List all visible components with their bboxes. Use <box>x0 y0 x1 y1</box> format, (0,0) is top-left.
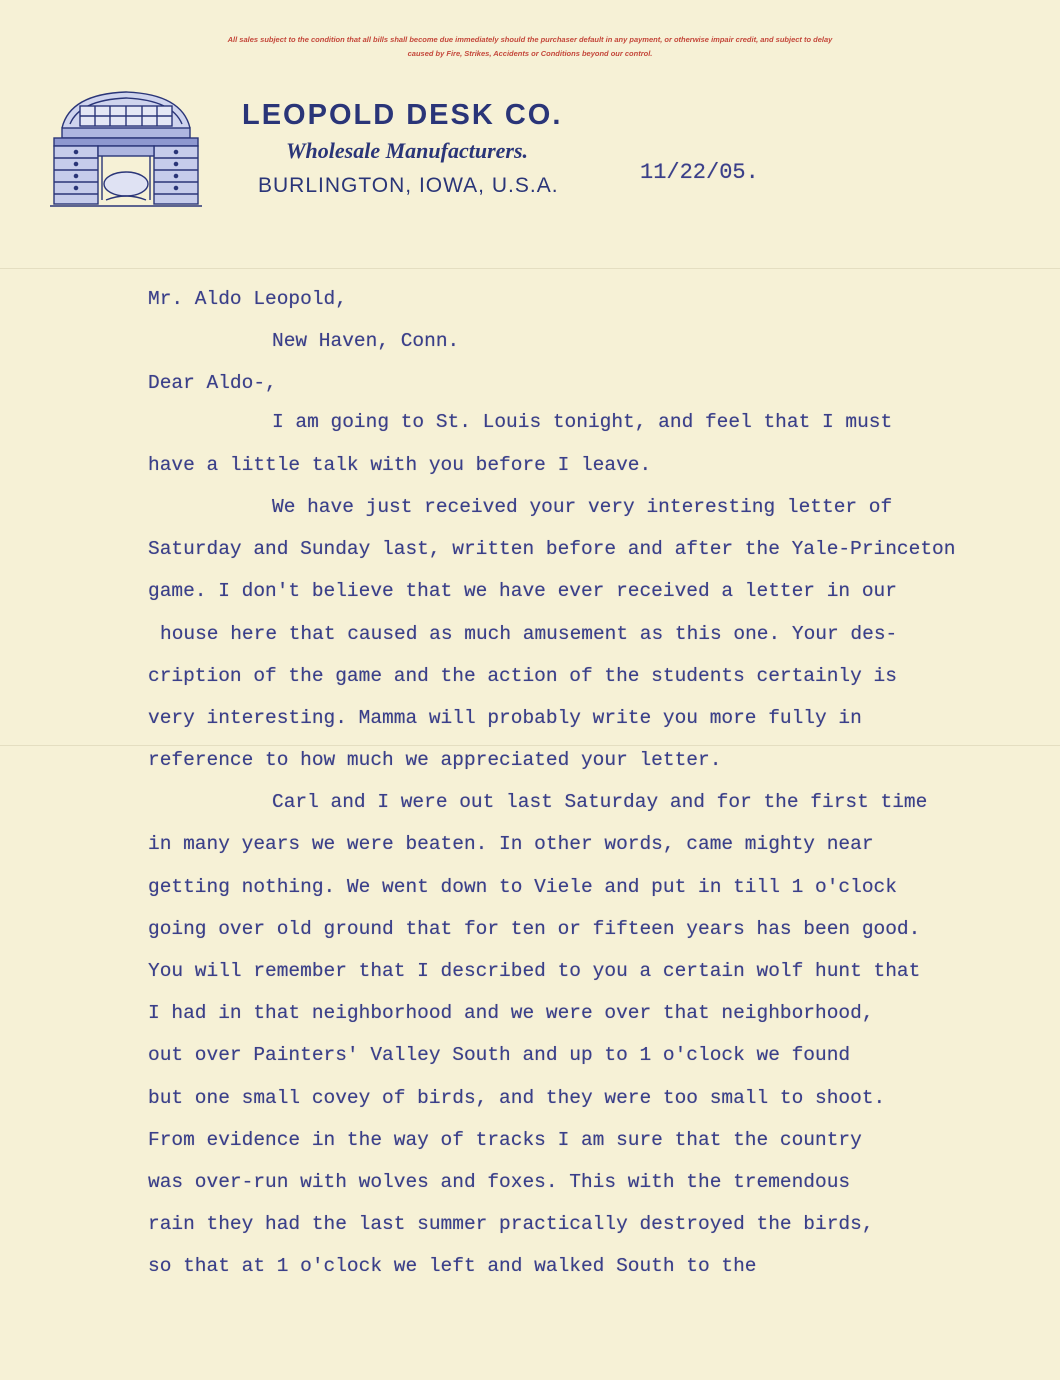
body-line: have a little talk with you before I leave. <box>148 454 652 476</box>
paper-fold <box>0 268 1060 269</box>
body-line: reference to how much we appreciated your letter. <box>148 749 722 771</box>
addressee-city: New Haven, Conn. <box>272 330 460 352</box>
body-line: in many years we were beaten. In other words, came mighty near <box>148 833 874 855</box>
body-line: so that at 1 o'clock we left and walked South to the <box>148 1255 757 1277</box>
roll-top-desk-icon <box>40 88 212 212</box>
letter-date: 11/22/05. <box>640 160 759 185</box>
body-line: rain they had the last summer practically destroyed the birds, <box>148 1213 874 1235</box>
salutation: Dear Aldo-, <box>148 372 277 394</box>
letterhead-disclaimer-line: caused by Fire, Strikes, Accidents or Conditions beyond our control. <box>407 49 653 58</box>
body-line: game. I don't believe that we have ever received a letter in our <box>148 580 897 602</box>
body-line: Saturday and Sunday last, written before and after the Yale-Princeton <box>148 538 956 560</box>
body-line: going over old ground that for ten or fifteen years has been good. <box>148 918 921 940</box>
company-subtitle: Wholesale Manufacturers. <box>286 138 529 163</box>
body-line: Carl and I were out last Saturday and for the first time <box>272 791 928 813</box>
letterhead-disclaimer-line: All sales subject to the condition that all bills shall become due immediately should the purchaser default in any payment, or otherwise impair credit, and subject to delay <box>227 35 833 44</box>
body-line: out over Painters' Valley South and up to 1 o'clock we found <box>148 1044 851 1066</box>
body-line: house here that caused as much amusement as this one. Your des- <box>160 623 898 645</box>
paper-fold <box>0 745 1060 746</box>
body-line: You will remember that I described to you a certain wolf hunt that <box>148 960 921 982</box>
body-line: getting nothing. We went down to Viele and put in till 1 o'clock <box>148 876 897 898</box>
company-address: BURLINGTON, IOWA, U.S.A. <box>258 174 559 197</box>
body-line: cription of the game and the action of the students certainly is <box>148 665 897 687</box>
body-line: was over-run with wolves and foxes. This with the tremendous <box>148 1171 851 1193</box>
body-line: From evidence in the way of tracks I am sure that the country <box>148 1129 862 1151</box>
company-name: LEOPOLD DESK CO. <box>242 99 563 131</box>
body-line: but one small covey of birds, and they were too small to shoot. <box>148 1087 886 1109</box>
body-line: very interesting. Mamma will probably write you more fully in <box>148 707 862 729</box>
body-line: I am going to St. Louis tonight, and feel that I must <box>272 411 893 433</box>
body-line: We have just received your very interesting letter of <box>272 496 893 518</box>
addressee-name: Mr. Aldo Leopold, <box>148 288 347 310</box>
body-line: I had in that neighborhood and we were over that neighborhood, <box>148 1002 874 1024</box>
